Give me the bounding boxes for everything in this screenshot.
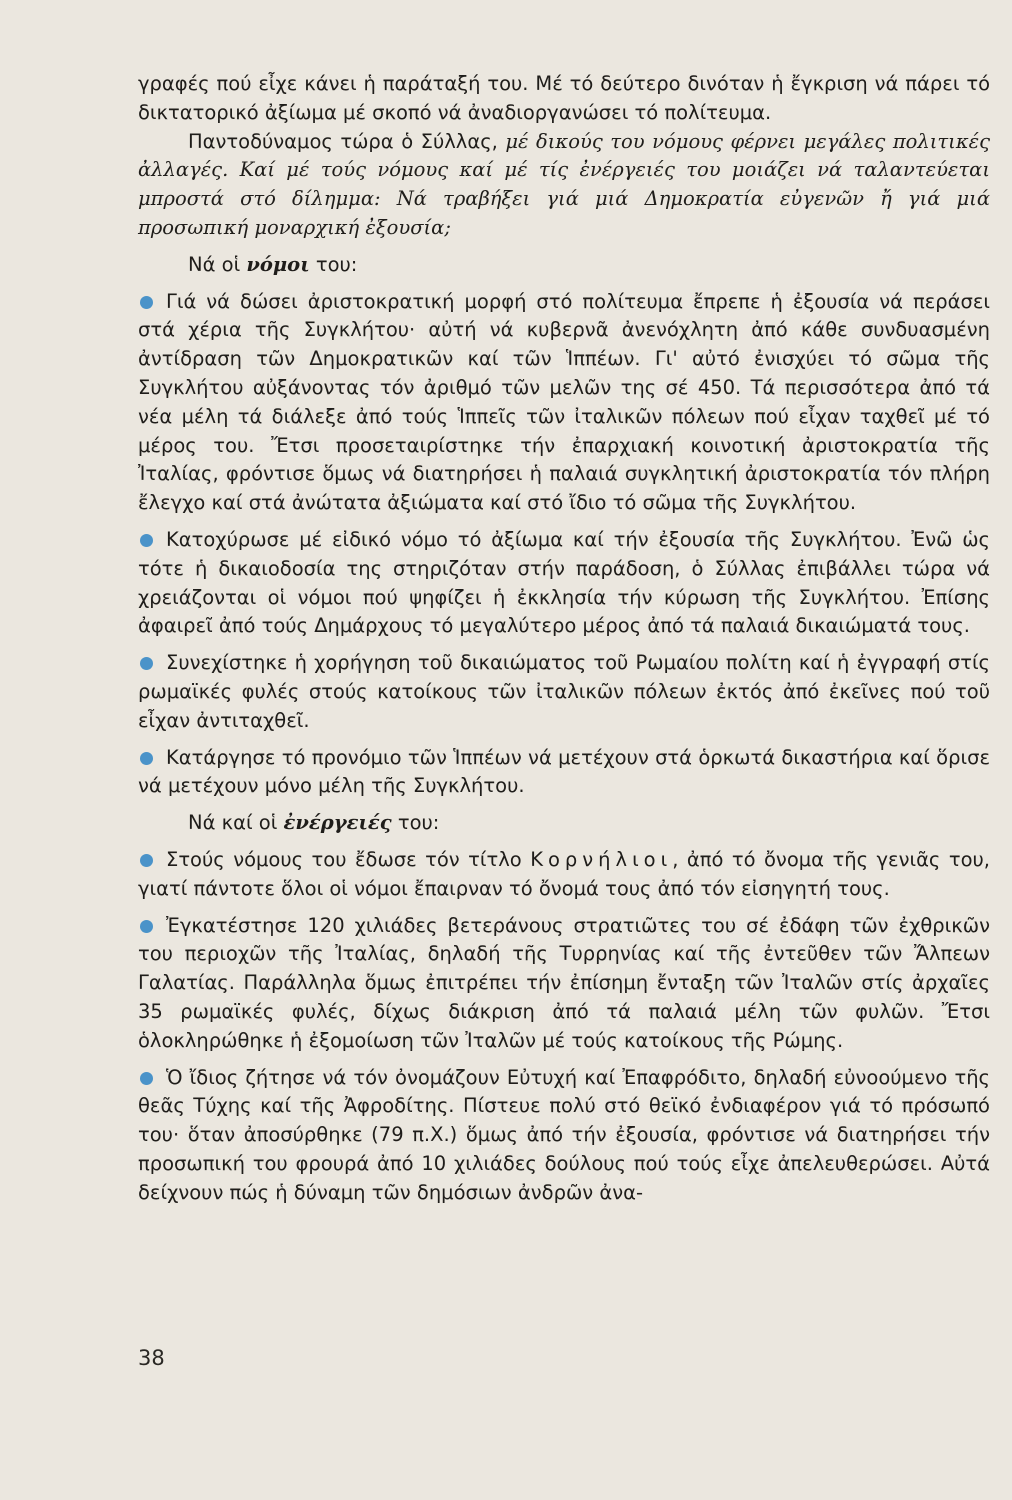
intro-italic-text: μέ δικούς του νόμους φέρνει μεγάλες πολιτικές ἀλλαγές. Καί μέ τούς νόμους καί μέ τίς ἐνέργειές του μοιάζει νά ταλαντεύεται μπροστά στό δίλημμα: Νά τραβήξει γιά μιά Δημοκρατία εὐγενῶν ἤ γιά μιά προσωπική μοναρχική ἐξουσία; <box>138 129 990 239</box>
bullet-icon <box>140 752 153 765</box>
actions-heading <box>138 809 990 838</box>
intro-plain-text: Παντοδύναμος τώρα ὁ Σύλλας, <box>188 129 506 153</box>
law-item <box>138 526 990 641</box>
action-text: Στούς νόμους του ἔδωσε τόν τίτλο <box>166 847 531 871</box>
laws-heading-suffix: του: <box>309 252 358 276</box>
laws-heading-prefix: Νά οἱ <box>188 252 247 276</box>
bullet-icon <box>140 657 153 670</box>
action-text: Ὁ ἴδιος ζήτησε νά τόν ὀνομάζουν Εὐτυχή καί Ἐπαφρόδιτο, δηλαδή εὐνοούμενο τῆς θεᾶς Τύχης καί τῆς Ἀφροδίτης. Πίστευε πολύ στό θεϊκό ἐνδιαφέρον γιά τό πρόσωπό του· ὅταν ἀποσύρθηκε (79 π.Χ.) ὅμως ἀπό τήν ἐξουσία, φρόντισε νά διατηρήσει τήν προσωπική του φρουρά ἀπό 10 χιλιάδες δούλους πού τούς εἶχε ἀπελευθερώσει. Αὐτά δείχνουν πώς ἡ δύναμη τῶν δημόσιων ἀνδρῶν ἀνα- <box>138 1065 990 1204</box>
law-text: Γιά νά δώσει ἀριστοκρατική μορφή στό πολίτευμα ἔπρεπε ἡ ἐξουσία νά περάσει στά χέρια τῆς Συγκλήτου· αὐτή νά κυβερνᾶ ἀνενόχλητη ἀπό κάθε συνδυασμένη ἀντίδραση τῶν Δημοκρατικῶν καί τῶν Ἱππέων. Γι' αὐτό ἐνισχύει τό σῶμα τῆς Συγκλήτου αὐξάνοντας τόν ἀριθμό τῶν μελῶν της σέ 450. Τά περισσότερα ἀπό τά νέα μέλη τά διάλεξε ἀπό τούς Ἱππεῖς τῶν ἰταλικῶν πόλεων πού εἶχαν ταχθεῖ μέ τό μέρος του. Ἔτσι προσεταιρίστηκε τήν ἐπαρχιακή κοινοτική ἀριστοκρατία τῆς Ἰταλίας, φρόντισε ὅμως νά διατηρήσει ἡ παλαιά συγκλητική ἀριστοκρατία τόν πλήρη ἔλεγχο καί στά ἀνώτατα ἀξιώματα καί στό ἴδιο τό σῶμα τῆς Συγκλήτου. <box>138 289 990 515</box>
bullet-icon <box>140 920 153 933</box>
laws-heading <box>138 251 990 280</box>
laws-heading-keyword: νόμοι <box>246 252 310 276</box>
action-item <box>138 846 990 904</box>
intro-paragraph <box>138 128 990 243</box>
opening-paragraph <box>138 70 990 128</box>
action-text: , ἀπό τό ὄνομα τῆς γενιᾶς του, γιατί πάντοτε ὅλοι οἱ νόμοι ἔπαιρναν τό ὄνομά τους ἀπό τόν εἰσηγητή τους. <box>138 847 990 900</box>
actions-heading-keyword: ἐνέργειές <box>283 811 392 835</box>
page-number: 38 <box>138 1346 165 1370</box>
law-text: Κατάργησε τό προνόμιο τῶν Ἱππέων νά μετέχουν στά ὁρκωτά δικαστήρια καί ὅρισε νά μετέχουν μόνο μέλη τῆς Συγκλήτου. <box>138 745 990 798</box>
opening-text: γραφές πού εἶχε κάνει ἡ παράταξή του. Μέ τό δεύτερο δινόταν ἡ ἔγκριση νά πάρει τό δικτατορικό ἀξίωμα μέ σκοπό νά ἀναδιοργανώσει τό πολίτευμα. <box>138 72 990 124</box>
action-item <box>138 912 990 1056</box>
bullet-icon <box>140 534 153 547</box>
bullet-icon <box>140 1072 153 1085</box>
page-body <box>138 70 990 1207</box>
law-text: Συνεχίστηκε ἡ χορήγηση τοῦ δικαιώματος τοῦ Ρωμαίου πολίτη καί ἡ ἐγγραφή στίς ρωμαϊκές φυλές στούς κατοίκους τῶν ἰταλικῶν πόλεων ἐκτός ἀπό ἐκεῖνες πού τοῦ εἶχαν ἀντιταχθεῖ. <box>138 651 990 732</box>
bullet-icon <box>140 854 153 867</box>
law-item <box>138 744 990 802</box>
law-item <box>138 288 990 518</box>
action-item <box>138 1064 990 1208</box>
actions-heading-suffix: του: <box>391 811 440 835</box>
bullet-icon <box>140 296 153 309</box>
law-item <box>138 649 990 735</box>
law-text: Κατοχύρωσε μέ εἰδικό νόμο τό ἀξίωμα καί τήν ἐξουσία τῆς Συγκλήτου. Ἐνῶ ὡς τότε ἡ δικαιοδοσία της στηριζόταν στήν παράδοση, ὁ Σύλλας ἐπιβάλλει τώρα νά χρειάζονται οἱ νόμοι πού ψηφίζει ἡ ἐκκλησία τήν κύρωση τῆς Συγκλήτου. Ἐπίσης ἀφαιρεῖ ἀπό τούς Δημάρχους τό μεγαλύτερο μέρος ἀπό τά παλαιά δικαιώματά τους. <box>138 527 990 638</box>
law-title-spaced: Κορνήλιοι <box>530 847 673 871</box>
action-text: Ἐγκατέστησε 120 χιλιάδες βετεράνους στρατιῶτες του σέ ἐδάφη τῶν ἐχθρικῶν του περιοχῶν τῆς Ἰταλίας, δηλαδή τῆς Τυρρηνίας καί τῆς ἐντεῦθεν τῶν Ἄλπεων Γαλατίας. Παράλληλα ὅμως ἐπιτρέπει τήν ἐπίσημη ἔνταξη τῶν Ἰταλῶν στίς ἀρχαῖες 35 ρωμαϊκές φυλές, δίχως διάκριση ἀπό τά παλαιά μέλη τῶν φυλῶν. Ἔτσι ὁλοκληρώθηκε ἡ ἐξομοίωση τῶν Ἰταλῶν μέ τούς κατοίκους τῆς Ρώμης. <box>138 913 990 1052</box>
actions-heading-prefix: Νά καί οἱ <box>188 811 284 835</box>
